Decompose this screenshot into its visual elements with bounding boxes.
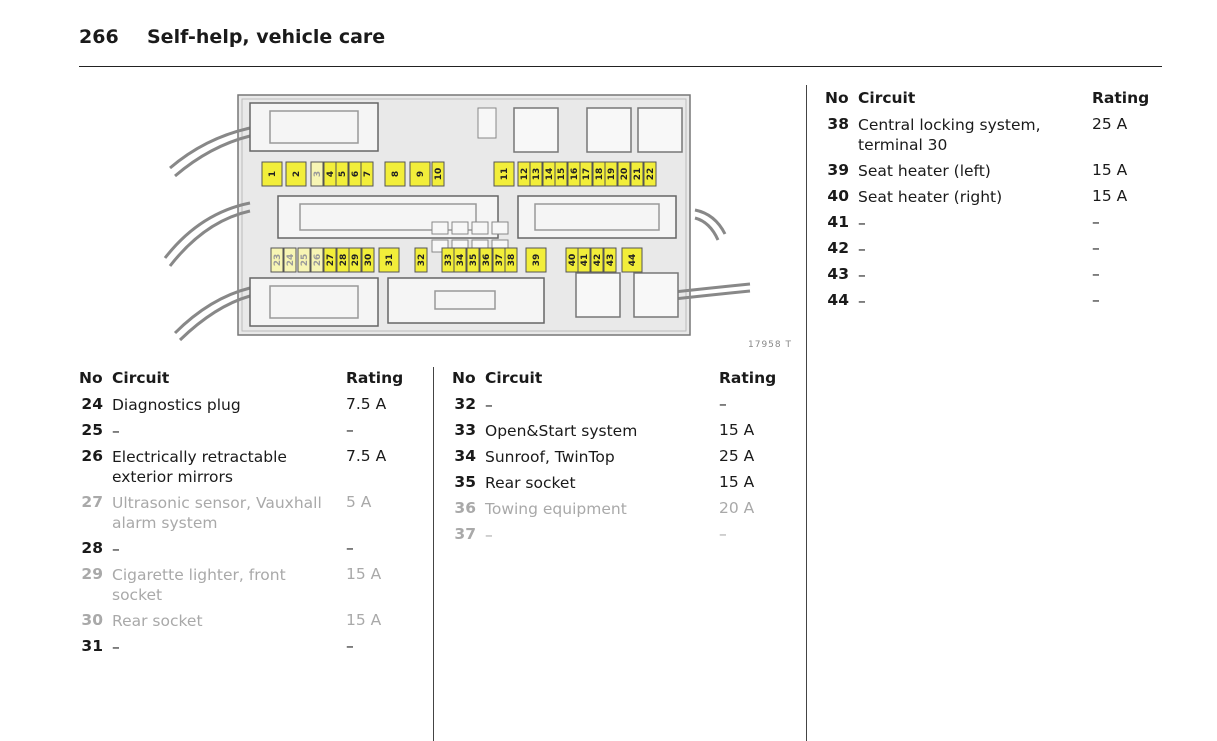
fuse-label: 30: [364, 253, 374, 267]
fuse-rating: 7.5 A: [346, 447, 387, 465]
fuse-30: [362, 248, 374, 272]
header-rating: Rating: [346, 369, 404, 387]
fuse-16: [568, 162, 580, 186]
fuse-label: 44: [628, 253, 638, 267]
fuse-35: [467, 248, 479, 272]
fuse-number: 26: [81, 447, 103, 465]
fuse-number: 25: [81, 421, 103, 439]
fuse-number: 29: [81, 565, 103, 583]
fuse-rating: 20 A: [719, 499, 755, 517]
fuse-rating: –: [346, 421, 354, 439]
fuse-number: 39: [827, 161, 849, 179]
fuse-26: [311, 248, 323, 272]
fuse-label: 11: [500, 167, 510, 181]
header-circuit: Circuit: [485, 369, 543, 387]
fuse-table-1: [79, 369, 429, 741]
header-rating: Rating: [719, 369, 777, 387]
fuse-rating: 15 A: [1092, 187, 1128, 205]
fuse-label: 13: [532, 167, 542, 181]
fuse-17: [580, 162, 592, 186]
fuse-circuit: Rear socket: [485, 474, 576, 492]
fuse-42: [591, 248, 603, 272]
fuse-label: 25: [300, 253, 310, 267]
fuse-label: 29: [351, 253, 361, 267]
fuse-24: [284, 248, 296, 272]
fuse-label: 1: [268, 170, 278, 178]
fuse-37: [493, 248, 505, 272]
fuse-label: 12: [520, 167, 530, 181]
fuse-rating: –: [719, 525, 727, 543]
fuse-rating: 25 A: [1092, 115, 1128, 133]
fuse-2: [286, 162, 306, 186]
fuse-rating: –: [346, 539, 354, 557]
fuse-15: [555, 162, 567, 186]
fuse-40: [566, 248, 578, 272]
fuse-43: [604, 248, 616, 272]
fuse-rating: 5 A: [346, 493, 372, 511]
fuse-number: 40: [827, 187, 849, 205]
fuse-13: [530, 162, 542, 186]
fuse-row-bottom: [271, 248, 642, 272]
fuse-rating: 25 A: [719, 447, 755, 465]
fuse-number: 43: [827, 265, 849, 283]
page-header: [79, 25, 1162, 67]
fuse-table-3: [825, 89, 1185, 389]
fuse-number: 42: [827, 239, 849, 257]
fuse-label: 38: [507, 253, 517, 267]
fuse-number: 38: [827, 115, 849, 133]
fuse-rating: –: [1092, 239, 1100, 257]
fuse-label: 21: [633, 167, 643, 181]
fuse-number: 24: [81, 395, 103, 413]
fuse-label: 15: [557, 167, 567, 181]
fuse-circuit: Central locking system, terminal 30: [858, 116, 1041, 154]
fuse-number: 27: [81, 493, 103, 511]
fuse-label: 31: [385, 253, 395, 267]
fuse-circuit: Seat heater (right): [858, 188, 1003, 206]
fuse-32: [415, 248, 427, 272]
fuse-label: 41: [580, 253, 590, 267]
fuse-label: 4: [326, 170, 336, 178]
fuse-label: 40: [568, 253, 578, 267]
fuse-21: [631, 162, 643, 186]
fuse-10: [432, 162, 444, 186]
fuse-label: 10: [434, 167, 444, 181]
fuse-label: 23: [273, 253, 283, 267]
fuse-label: 3: [313, 170, 323, 178]
fuse-label: 22: [646, 167, 656, 181]
fuse-circuit: –: [485, 526, 493, 544]
page-number: 266: [79, 26, 119, 48]
column-divider-left: [433, 367, 434, 741]
fuse-number: 31: [81, 637, 103, 655]
fuse-circuit: –: [858, 292, 866, 310]
fuse-label: 17: [582, 167, 592, 181]
fuse-label: 6: [351, 170, 361, 178]
fuse-circuit: –: [858, 240, 866, 258]
header-no: No: [452, 369, 476, 387]
fuse-circuit: –: [858, 266, 866, 284]
header-circuit: Circuit: [112, 369, 170, 387]
fuse-number: 37: [454, 525, 476, 543]
fuse-number: 30: [81, 611, 103, 629]
header-no: No: [79, 369, 103, 387]
fuse-label: 16: [570, 167, 580, 181]
fuse-number: 36: [454, 499, 476, 517]
fuse-34: [454, 248, 466, 272]
header-rating: Rating: [1092, 89, 1150, 107]
fuse-9: [410, 162, 430, 186]
fuse-rating: 15 A: [346, 565, 382, 583]
fuse-number: 35: [454, 473, 476, 491]
fuse-1: [262, 162, 282, 186]
fuse-rating: 7.5 A: [346, 395, 387, 413]
fuse-circuit: Open&Start system: [485, 422, 638, 440]
fuse-number: 33: [454, 421, 476, 439]
fuse-8: [385, 162, 405, 186]
fuse-number: 44: [827, 291, 849, 309]
fuse-label: 37: [495, 253, 505, 267]
fuse-33: [442, 248, 454, 272]
fuse-22: [644, 162, 656, 186]
fuse-circuit: Seat heater (left): [858, 162, 991, 180]
fuse-label: 20: [620, 167, 630, 181]
figure-code: 17958 T: [748, 340, 792, 350]
fuse-12: [518, 162, 530, 186]
fuse-rating: –: [346, 637, 354, 655]
fuse-table-2: [452, 369, 797, 741]
fuse-number: 28: [81, 539, 103, 557]
fuse-3: [311, 162, 323, 186]
fuse-rating: 15 A: [719, 473, 755, 491]
fuse-label: 14: [545, 167, 555, 181]
fuse-rating: 15 A: [1092, 161, 1128, 179]
fuse-label: 8: [391, 170, 401, 178]
fuse-label: 24: [286, 253, 296, 267]
fuse-rating: –: [1092, 265, 1100, 283]
fuse-7: [361, 162, 373, 186]
fuse-circuit: –: [112, 422, 120, 440]
fuse-25: [298, 248, 310, 272]
fuse-circuit: –: [858, 214, 866, 232]
fuse-rating: –: [1092, 291, 1100, 309]
fuse-rating: –: [719, 395, 727, 413]
fuse-number: 34: [454, 447, 476, 465]
fuse-box-diagram: [150, 88, 790, 353]
fuse-29: [349, 248, 361, 272]
fuse-circuit: –: [112, 638, 120, 656]
fuse-label: 35: [469, 253, 479, 267]
fuse-circuit: Cigarette lighter, front socket: [112, 566, 286, 604]
fuse-label: 19: [607, 167, 617, 181]
fuse-label: 32: [417, 253, 427, 267]
fuse-4: [324, 162, 336, 186]
fuse-label: 36: [482, 253, 492, 267]
fuse-19: [605, 162, 617, 186]
fuse-circuit: Towing equipment: [485, 500, 627, 518]
fuse-11: [494, 162, 514, 186]
fuse-label: 34: [456, 253, 466, 267]
fuse-label: 9: [416, 170, 426, 178]
fuse-circuit: Ultrasonic sensor, Vauxhall alarm system: [112, 494, 322, 532]
fuse-circuit: Diagnostics plug: [112, 396, 241, 414]
fuse-6: [349, 162, 361, 186]
fuse-label: 43: [606, 253, 616, 267]
fuse-rating: –: [1092, 213, 1100, 231]
fuse-number: 32: [454, 395, 476, 413]
fuse-label: 7: [363, 170, 373, 178]
fuse-31: [379, 248, 399, 272]
fuse-label: 28: [339, 253, 349, 267]
fuse-23: [271, 248, 283, 272]
fuse-39: [526, 248, 546, 272]
fuse-circuit: Sunroof, TwinTop: [485, 448, 615, 466]
fuse-label: 33: [444, 253, 454, 267]
fuse-28: [337, 248, 349, 272]
fuse-label: 42: [593, 253, 603, 267]
fuse-27: [324, 248, 336, 272]
fuse-5: [336, 162, 348, 186]
fuse-label: 5: [338, 170, 348, 178]
column-divider-right: [806, 85, 807, 741]
fuse-number: 41: [827, 213, 849, 231]
header-no: No: [825, 89, 849, 107]
fuse-circuit: Rear socket: [112, 612, 203, 630]
fuse-label: 27: [326, 253, 336, 267]
fuse-circuit: Electrically retractable exterior mirrors: [112, 448, 287, 486]
header-circuit: Circuit: [858, 89, 916, 107]
fuse-label: 18: [595, 167, 605, 181]
fuse-36: [480, 248, 492, 272]
fuse-14: [543, 162, 555, 186]
fuse-label: 26: [313, 253, 323, 267]
fuse-38: [505, 248, 517, 272]
fuse-rating: 15 A: [346, 611, 382, 629]
fuse-circuit: –: [485, 396, 493, 414]
fuse-44: [622, 248, 642, 272]
fuse-41: [578, 248, 590, 272]
fuse-label: 39: [532, 253, 542, 267]
page-title: Self-help, vehicle care: [147, 26, 386, 48]
fuse-circuit: –: [112, 540, 120, 558]
fuse-label: 2: [292, 170, 302, 178]
fuse-rating: 15 A: [719, 421, 755, 439]
fuse-20: [618, 162, 630, 186]
fuse-18: [593, 162, 605, 186]
